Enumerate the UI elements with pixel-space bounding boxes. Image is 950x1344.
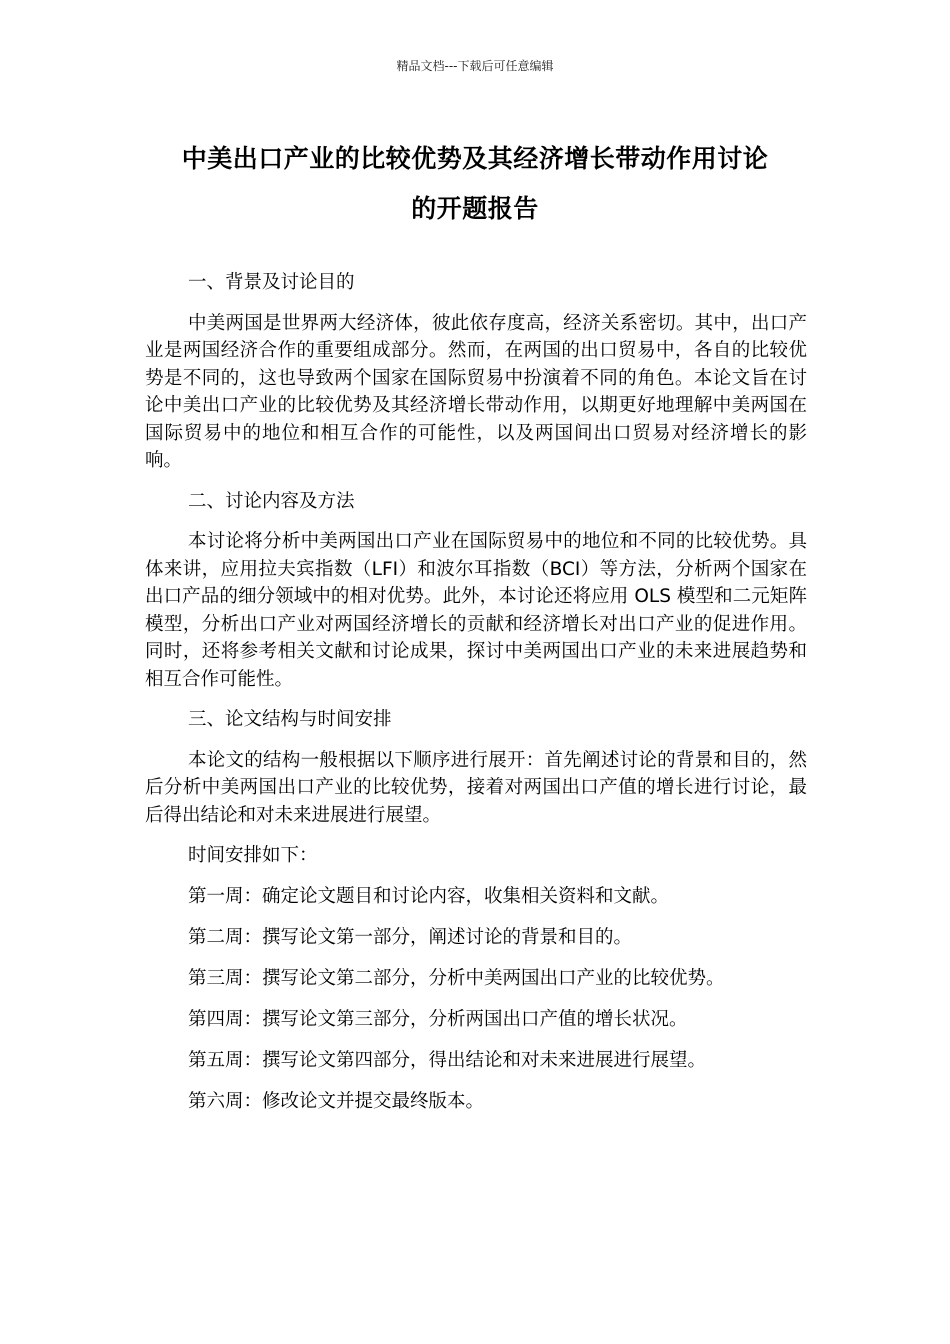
schedule-item: 第四周：撰写论文第三部分，分析两国出口产值的增长状况。 <box>188 1009 688 1030</box>
title-line-1: 中美出口产业的比较优势及其经济增长带动作用讨论 <box>181 144 769 173</box>
document-body <box>145 269 807 1129</box>
section-paragraph-background: 中美两国是世界两大经济体，彼此依存度高，经济关系密切。其中，出口产业是两国经济合作的重要组成部分。然而，在两国的出口贸易中，各自的比较优势是不同的，这也导致两个国家在国际贸易中扮演着不同的角色。本论文旨在讨论中美出口产业的比较优势及其经济增长带动作用，以期更好地理解中美两国在国际贸易中的地位和相互合作的可能性，以及两国间出口贸易对经济增长的影响。 <box>145 312 807 471</box>
title-line-2: 的开题报告 <box>411 194 539 223</box>
schedule-item: 第六周：修改论文并提交最终版本。 <box>188 1091 485 1112</box>
section-heading-structure: 三、论文结构与时间安排 <box>188 709 392 730</box>
section-paragraph-structure: 本论文的结构一般根据以下顺序进行展开：首先阐述讨论的背景和目的，然后分析中美两国出口产业的比较优势，接着对两国出口产值的增长进行讨论，最后得出结论和对未来进展进行展望。 <box>145 749 807 826</box>
document-title <box>110 134 840 234</box>
section-heading-background: 一、背景及讨论目的 <box>188 272 355 293</box>
schedule-intro: 时间安排如下： <box>188 845 318 866</box>
schedule-item: 第二周：撰写论文第一部分，阐述讨论的背景和目的。 <box>188 927 633 948</box>
section-heading-methods: 二、讨论内容及方法 <box>188 490 355 512</box>
schedule-item: 第一周：确定论文题目和讨论内容，收集相关资料和文献。 <box>188 886 670 907</box>
schedule-item: 第三周：撰写论文第二部分，分析中美两国出口产业的比较优势。 <box>188 968 725 989</box>
schedule-item: 第五周：撰写论文第四部分，得出结论和对未来进展进行展望。 <box>188 1050 707 1071</box>
section-paragraph-methods: 本讨论将分析中美两国出口产业在国际贸易中的地位和不同的比较优势。具体来讲，应用拉夫宾指数（LFI）和波尔耳指数（BCI）等方法，分析两个国家在出口产品的细分领域中的相对优势。此外，本讨论还将应用 OLS 模型和二元矩阵模型，分析出口产业对两国经济增长的贡献和经济增长对出口产业的促进作用。同时，还将参考相关文献和讨论成果，探讨中美两国出口产业的未来进展趋势和相互合作可能性。 <box>145 531 807 690</box>
header-note: 精品文档---下载后可任意编辑 <box>396 59 554 73</box>
